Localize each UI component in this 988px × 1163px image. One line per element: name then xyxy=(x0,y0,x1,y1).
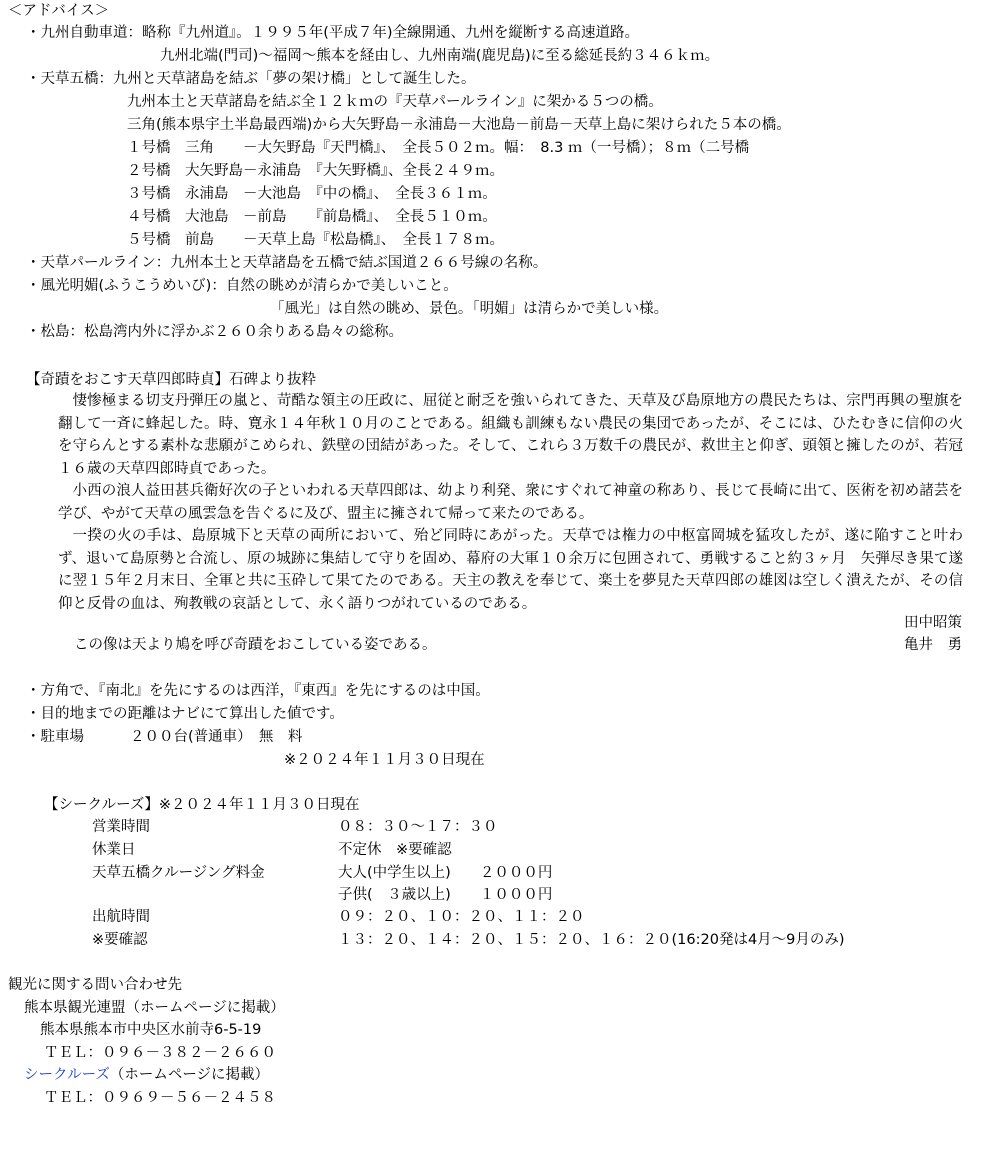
contact-org-2-note: （ホームページに掲載） xyxy=(109,1067,270,1083)
monument-paragraph: 小西の浪人益田甚兵衛好次の子といわれる天草四郎は、幼より利発、衆にすぐれて神童の称あり、長じて長崎に出て、医術を初め諸芸を学び、やがて天草の風雲急を告ぐるに及び、盟主に擁されて帰って来たのである。 xyxy=(58,483,963,522)
distance-note: ・目的地までの距離はナビにて算出した値です。 xyxy=(26,706,344,722)
bridge-item: １号橋 三角 －大矢野島『天門橋』、 全長５０２ｍ。幅： 8.3 ｍ（一号橋）；８ｍ（二号橋 xyxy=(127,140,750,156)
sea-cruise-row-label: ※要確認 xyxy=(92,932,148,948)
monument-paragraph: 悽惨極まる切支丹弾圧の嵐と、苛酷な領主の圧政に、屈従と耐乏を強いられてきた、天草及び島原地方の農民たちは、宗門再興の聖旗を翻して一斉に蜂起した。時、寛永１４年秋１０月のことである。組織も訓練もない農民の集団であったが、そこには、ひたむきに信仰の火を守らんとする素朴な悲願がこめられ、鉄壁の団結があった。そして、これら３万数千の農民が、救世主と仰ぎ、頭領と擁したのが、若冠１６歳の天草四郎時貞であった。 xyxy=(58,393,963,477)
statue-note: この像は天より鳩を呼び奇蹟をおこしている姿である。 xyxy=(74,637,437,653)
sea-cruise-link[interactable]: シークルーズ xyxy=(24,1067,110,1083)
monument-title: 【奇蹟をおこす天草四郎時貞】石碑より抜粋 xyxy=(26,372,316,388)
pearl-line-note: ・天草パールライン：九州本土と天草諸島を五橋で結ぶ国道２６６号線の名称。 xyxy=(26,255,548,271)
sea-cruise-title: 【シークルーズ】※２０２４年１１月３０日現在 xyxy=(44,797,360,813)
advice-heading: ＜アドバイス＞ xyxy=(8,3,110,19)
sea-cruise-row-label: 出航時間 xyxy=(92,909,150,925)
amakusa-gokyo-line1: ・天草五橋：九州と天草諸島を結ぶ「夢の架け橋」として誕生した。 xyxy=(26,71,476,87)
contact-org-1: 熊本県観光連盟（ホームページに掲載） xyxy=(24,1000,285,1016)
bridge-item: ４号橋 大池島 －前島 『前島橋』、 全長５１０ｍ。 xyxy=(127,209,497,225)
parking-label: ・駐車場 xyxy=(26,729,84,745)
contact-org-2 xyxy=(24,1064,269,1087)
contact-tel-1: ＴＥＬ：０９６－３８２－２６６０ xyxy=(44,1045,276,1061)
sea-cruise-row-value: 子供( ３歳以上) １０００円 xyxy=(338,887,553,903)
parking-as-of: ※２０２４年１１月３０日現在 xyxy=(284,752,485,768)
sea-cruise-row-value: １３：２０、１４：２０、１５：２０、１６：２０(16:20発は4月～9月のみ) xyxy=(338,932,845,948)
amakusa-gokyo-line2: 九州本土と天草諸島を結ぶ全１２ｋｍの『天草パールライン』に架かる５つの橋。 xyxy=(127,94,663,110)
contacts-heading: 観光に関する問い合わせ先 xyxy=(8,977,182,993)
direction-note: ・方角で、『南北』を先にするのは西洋，『東西』を先にするのは中国。 xyxy=(26,683,490,699)
monument-body xyxy=(58,390,963,615)
amakusa-gokyo-line3: 三角(熊本県宇土半島最西端)から大矢野島－永浦島－大池島－前島－天草上島に架けられた５本の橋。 xyxy=(127,117,791,133)
sea-cruise-row-value: ０９：２０、１０：２０、１１：２０ xyxy=(338,909,585,925)
fuko-meibi-line2: 「風光」は自然の眺め、景色。「明媚」は清らかで美しい様。 xyxy=(270,301,669,317)
monument-paragraph: 一揆の火の手は、島原城下と天草の両所において、殆ど同時にあがった。天草では権力の中枢富岡城を猛攻したが、遂に陥すこと叶わず、退いて島原勢と合流し、原の城跡に集結して守りを固め、幕府の大軍１０余万に包囲されて、勇戦すること約３ヶ月 矢弾尽き果て遂に翌１５年２月末日、全軍と共に玉砕して果てたのである。天主の教えを奉じて、楽土を夢見た天草四郎の雄図は空しく潰えたが、その信仰と反骨の血は、殉教戦の哀話として、永く語りつがれているのである。 xyxy=(58,528,963,612)
sea-cruise-row-label: 営業時間 xyxy=(92,819,150,835)
sea-cruise-row-label: 天草五橋クルージング料金 xyxy=(92,865,265,881)
bridge-item: ２号橋 大矢野島－永浦島 『大矢野橋』、全長２４９ｍ。 xyxy=(127,163,504,179)
sea-cruise-row-value: ０８：３０～１７：３０ xyxy=(338,819,498,835)
contact-address-1: 熊本県熊本市中央区水前寺6-5-19 xyxy=(40,1022,262,1038)
bridge-item: ５号橋 前島 －天草上島『松島橋』、 全長１７８ｍ。 xyxy=(127,232,504,248)
bridge-item: ３号橋 永浦島 －大池島 『中の橋』、 全長３６１ｍ。 xyxy=(127,186,497,202)
sea-cruise-row-label: 休業日 xyxy=(92,842,136,858)
monument-author-2: 亀井 勇 xyxy=(904,637,962,653)
kyushu-expressway-line1: ・九州自動車道：略称『九州道』。１９９５年(平成７年)全線開通、九州を縦断する高速道路。 xyxy=(26,25,640,41)
parking-value: ２００台(普通車） 無 料 xyxy=(130,729,303,745)
kyushu-expressway-line2: 九州北端(門司)～福岡～熊本を経由し、九州南端(鹿児島)に至る総延長約３４６ｋｍ。 xyxy=(160,48,720,64)
sea-cruise-row-value: 大人(中学生以上) ２０００円 xyxy=(338,865,553,881)
monument-author-1: 田中昭策 xyxy=(904,615,962,631)
matsushima-note: ・松島：松島湾内外に浮かぶ２６０余りある島々の総称。 xyxy=(26,324,403,340)
sea-cruise-row-value: 不定休 ※要確認 xyxy=(338,842,452,858)
contact-tel-2: ＴＥＬ：０９６９－５６－２４５８ xyxy=(44,1090,276,1106)
fuko-meibi-line1: ・風光明媚(ふうこうめいび)：自然の眺めが清らかで美しいこと。 xyxy=(26,278,458,294)
